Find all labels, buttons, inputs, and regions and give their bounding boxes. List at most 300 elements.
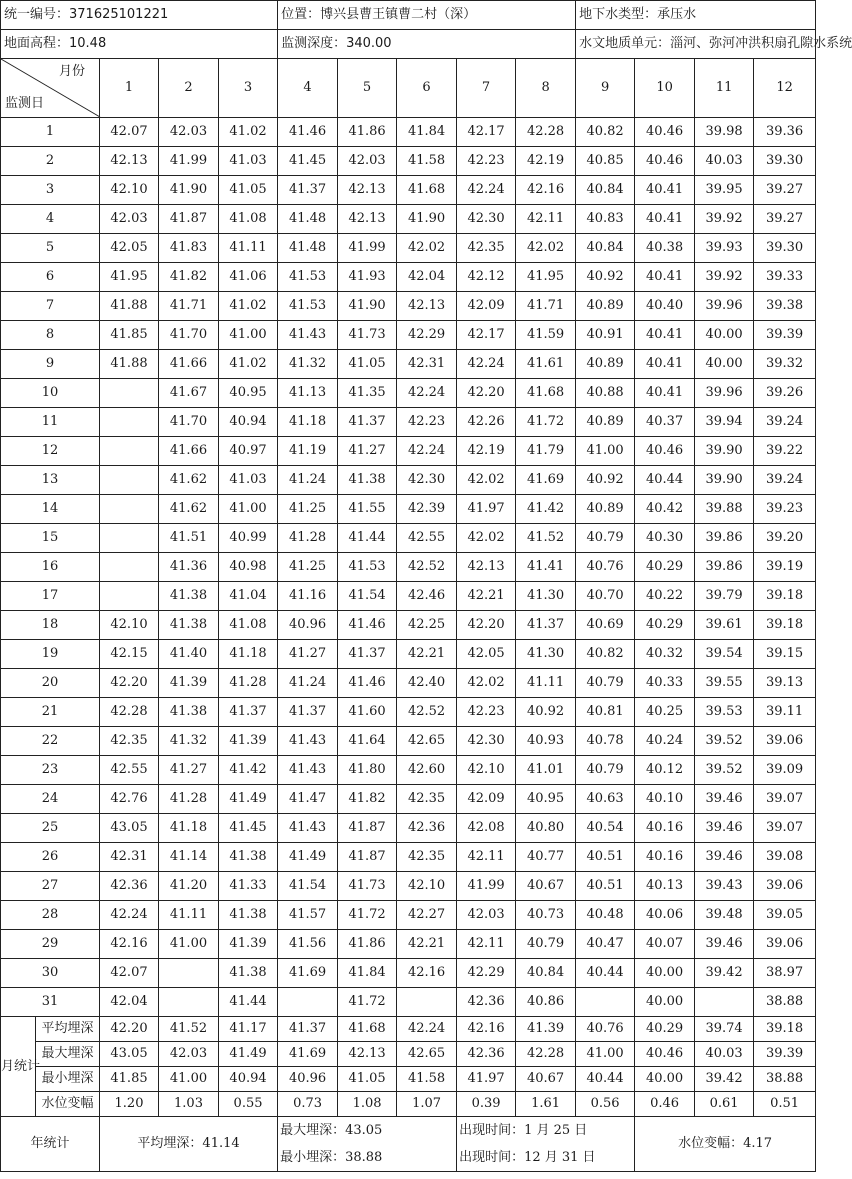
depth-cell: 42.09 — [457, 785, 516, 814]
depth-cell: 41.27 — [159, 756, 219, 785]
depth-cell: 42.35 — [397, 785, 457, 814]
depth-cell: 41.05 — [338, 350, 397, 379]
monthly-stat-cell: 39.42 — [695, 1067, 754, 1092]
depth-cell: 42.36 — [100, 872, 159, 901]
monthly-stat-group-label: 月统计 — [1, 1017, 36, 1117]
depth-cell: 42.21 — [397, 640, 457, 669]
depth-cell: 42.02 — [457, 669, 516, 698]
depth-cell: 39.54 — [695, 640, 754, 669]
depth-cell: 40.70 — [576, 582, 635, 611]
monthly-stat-cell: 41.05 — [338, 1067, 397, 1092]
depth-cell: 42.02 — [397, 234, 457, 263]
depth-cell: 41.28 — [159, 785, 219, 814]
depth-cell: 39.90 — [695, 437, 754, 466]
depth-cell: 40.79 — [576, 669, 635, 698]
depth-cell: 39.30 — [754, 234, 816, 263]
monthly-stat-row — [1, 1092, 816, 1117]
depth-cell: 41.18 — [219, 640, 278, 669]
depth-cell: 40.88 — [576, 379, 635, 408]
monthly-stat-cell: 41.68 — [338, 1017, 397, 1042]
depth-cell: 41.38 — [219, 901, 278, 930]
yearly-range: 水位变幅：4.17 — [635, 1117, 816, 1172]
depth-cell: 39.09 — [754, 756, 816, 785]
depth-cell: 41.40 — [159, 640, 219, 669]
depth-cell: 41.14 — [159, 843, 219, 872]
month-header-11: 11 — [695, 59, 754, 118]
depth-cell: 41.46 — [338, 611, 397, 640]
depth-cell: 42.25 — [397, 611, 457, 640]
depth-cell: 41.48 — [278, 205, 338, 234]
depth-cell: 42.31 — [100, 843, 159, 872]
depth-cell: 39.06 — [754, 930, 816, 959]
depth-cell — [100, 379, 159, 408]
depth-cell: 41.19 — [278, 437, 338, 466]
depth-cell: 42.04 — [100, 988, 159, 1017]
depth-cell: 41.88 — [100, 292, 159, 321]
depth-cell: 39.46 — [695, 930, 754, 959]
depth-cell: 40.41 — [635, 263, 695, 292]
month-header-8: 8 — [516, 59, 576, 118]
depth-cell: 42.55 — [397, 524, 457, 553]
depth-cell: 42.26 — [457, 408, 516, 437]
depth-cell: 42.13 — [457, 553, 516, 582]
depth-cell: 40.42 — [635, 495, 695, 524]
depth-cell: 41.54 — [338, 582, 397, 611]
depth-cell: 40.54 — [576, 814, 635, 843]
depth-cell: 41.02 — [219, 292, 278, 321]
depth-cell: 41.13 — [278, 379, 338, 408]
monthly-stat-cell: 0.51 — [754, 1092, 816, 1117]
depth-cell: 40.84 — [576, 176, 635, 205]
monthly-stat-cell: 43.05 — [100, 1042, 159, 1067]
depth-cell: 40.24 — [635, 727, 695, 756]
day-label: 11 — [1, 408, 100, 437]
depth-cell: 40.47 — [576, 930, 635, 959]
depth-cell: 41.95 — [100, 263, 159, 292]
monthly-stat-cell: 42.16 — [457, 1017, 516, 1042]
depth-cell: 41.66 — [159, 437, 219, 466]
depth-cell: 41.90 — [159, 176, 219, 205]
depth-cell: 41.00 — [576, 437, 635, 466]
depth-cell — [695, 988, 754, 1017]
month-header-2: 2 — [159, 59, 219, 118]
depth-cell: 40.16 — [635, 843, 695, 872]
day-row — [1, 350, 816, 379]
depth-cell: 41.62 — [159, 495, 219, 524]
depth-cell: 41.87 — [338, 843, 397, 872]
monthly-stat-cell: 40.46 — [635, 1042, 695, 1067]
depth-cell: 40.44 — [576, 959, 635, 988]
depth-cell: 41.55 — [338, 495, 397, 524]
depth-cell: 40.98 — [219, 553, 278, 582]
depth-cell: 41.71 — [516, 292, 576, 321]
depth-cell: 41.72 — [516, 408, 576, 437]
month-header-9: 9 — [576, 59, 635, 118]
depth-cell: 39.39 — [754, 321, 816, 350]
depth-cell: 41.37 — [516, 611, 576, 640]
depth-cell: 40.00 — [695, 321, 754, 350]
depth-cell: 40.29 — [635, 553, 695, 582]
day-label: 19 — [1, 640, 100, 669]
depth-cell: 39.95 — [695, 176, 754, 205]
depth-cell: 41.73 — [338, 872, 397, 901]
depth-cell: 39.98 — [695, 118, 754, 147]
depth-cell: 41.28 — [219, 669, 278, 698]
depth-cell: 43.05 — [100, 814, 159, 843]
corner-header — [1, 59, 100, 118]
depth-cell: 41.00 — [219, 495, 278, 524]
depth-cell: 41.38 — [219, 843, 278, 872]
depth-cell: 39.22 — [754, 437, 816, 466]
depth-cell: 41.62 — [159, 466, 219, 495]
depth-cell: 41.25 — [278, 553, 338, 582]
depth-cell: 41.25 — [278, 495, 338, 524]
day-row — [1, 959, 816, 988]
depth-cell: 41.46 — [338, 669, 397, 698]
depth-cell: 39.32 — [754, 350, 816, 379]
depth-cell: 42.10 — [100, 611, 159, 640]
day-label: 31 — [1, 988, 100, 1017]
day-label: 5 — [1, 234, 100, 263]
depth-cell: 40.32 — [635, 640, 695, 669]
depth-cell: 39.46 — [695, 785, 754, 814]
day-row — [1, 495, 816, 524]
depth-cell: 41.43 — [278, 727, 338, 756]
depth-cell: 39.13 — [754, 669, 816, 698]
monthly-stat-cell: 39.18 — [754, 1017, 816, 1042]
monthly-stat-label: 平均埋深 — [36, 1017, 100, 1042]
depth-cell: 40.51 — [576, 843, 635, 872]
monthly-stat-cell: 42.24 — [397, 1017, 457, 1042]
depth-cell: 39.43 — [695, 872, 754, 901]
corner-month-label: 月份 — [58, 64, 85, 79]
monthly-stat-cell: 41.17 — [219, 1017, 278, 1042]
day-label: 4 — [1, 205, 100, 234]
depth-cell: 40.46 — [635, 147, 695, 176]
depth-cell: 41.99 — [457, 872, 516, 901]
depth-cell: 40.37 — [635, 408, 695, 437]
depth-cell: 42.31 — [397, 350, 457, 379]
depth-cell: 40.89 — [576, 292, 635, 321]
depth-cell: 42.24 — [457, 350, 516, 379]
yearly-max-depth: 最大埋深：43.05 — [280, 1123, 383, 1138]
depth-cell: 39.42 — [695, 959, 754, 988]
day-row — [1, 437, 816, 466]
depth-cell: 42.02 — [516, 234, 576, 263]
depth-cell: 41.37 — [338, 408, 397, 437]
station-location: 位置：博兴县曹王镇曹二村（深） — [278, 1, 576, 30]
depth-cell: 39.15 — [754, 640, 816, 669]
monthly-stat-cell: 39.74 — [695, 1017, 754, 1042]
depth-cell: 41.53 — [278, 292, 338, 321]
depth-cell: 40.16 — [635, 814, 695, 843]
depth-cell: 42.19 — [516, 147, 576, 176]
day-row — [1, 698, 816, 727]
depth-cell: 40.84 — [576, 234, 635, 263]
depth-cell: 41.56 — [278, 930, 338, 959]
depth-cell: 42.76 — [100, 785, 159, 814]
depth-cell — [159, 959, 219, 988]
depth-cell: 42.20 — [100, 669, 159, 698]
depth-cell: 41.49 — [278, 843, 338, 872]
depth-cell: 41.70 — [159, 321, 219, 350]
day-label: 18 — [1, 611, 100, 640]
depth-cell: 39.19 — [754, 553, 816, 582]
day-label: 10 — [1, 379, 100, 408]
day-label: 25 — [1, 814, 100, 843]
day-row — [1, 843, 816, 872]
depth-cell: 41.95 — [516, 263, 576, 292]
depth-cell: 42.13 — [397, 292, 457, 321]
monthly-stat-cell: 38.88 — [754, 1067, 816, 1092]
depth-cell: 41.82 — [159, 263, 219, 292]
station-id: 统一编号：371625101221 — [1, 1, 278, 30]
depth-cell: 42.19 — [457, 437, 516, 466]
depth-cell: 40.48 — [576, 901, 635, 930]
monitoring-depth: 监测深度：340.00 — [278, 30, 576, 59]
depth-cell: 41.52 — [516, 524, 576, 553]
depth-cell: 39.52 — [695, 727, 754, 756]
depth-cell: 42.24 — [397, 437, 457, 466]
depth-cell: 41.39 — [219, 930, 278, 959]
day-label: 16 — [1, 553, 100, 582]
depth-cell: 41.72 — [338, 901, 397, 930]
depth-cell: 40.86 — [516, 988, 576, 1017]
depth-cell: 40.93 — [516, 727, 576, 756]
depth-cell: 42.29 — [457, 959, 516, 988]
depth-cell: 40.95 — [516, 785, 576, 814]
depth-cell: 40.89 — [576, 350, 635, 379]
depth-cell: 40.73 — [516, 901, 576, 930]
depth-cell: 41.93 — [338, 263, 397, 292]
depth-cell: 41.82 — [338, 785, 397, 814]
monthly-stat-cell: 0.46 — [635, 1092, 695, 1117]
depth-cell: 41.27 — [338, 437, 397, 466]
monthly-stat-cell: 42.36 — [457, 1042, 516, 1067]
monthly-stat-cell: 0.61 — [695, 1092, 754, 1117]
depth-cell: 39.27 — [754, 176, 816, 205]
depth-cell: 41.39 — [159, 669, 219, 698]
depth-cell: 42.46 — [397, 582, 457, 611]
depth-cell: 42.07 — [100, 118, 159, 147]
depth-cell: 40.92 — [576, 466, 635, 495]
depth-cell: 40.85 — [576, 147, 635, 176]
monthly-stat-cell: 41.37 — [278, 1017, 338, 1042]
depth-cell: 41.00 — [159, 930, 219, 959]
depth-cell: 39.08 — [754, 843, 816, 872]
depth-cell: 41.70 — [159, 408, 219, 437]
monthly-stat-cell: 41.58 — [397, 1067, 457, 1092]
depth-cell: 42.28 — [516, 118, 576, 147]
depth-cell: 41.39 — [219, 727, 278, 756]
day-label: 26 — [1, 843, 100, 872]
day-label: 29 — [1, 930, 100, 959]
depth-cell: 41.87 — [338, 814, 397, 843]
depth-cell: 42.03 — [338, 147, 397, 176]
depth-cell: 41.28 — [278, 524, 338, 553]
depth-cell: 41.87 — [159, 205, 219, 234]
depth-cell: 41.60 — [338, 698, 397, 727]
depth-cell: 41.90 — [338, 292, 397, 321]
depth-cell: 41.88 — [100, 350, 159, 379]
depth-cell: 39.38 — [754, 292, 816, 321]
depth-cell: 40.41 — [635, 350, 695, 379]
monthly-stat-cell: 42.20 — [100, 1017, 159, 1042]
depth-cell: 41.45 — [278, 147, 338, 176]
day-label: 9 — [1, 350, 100, 379]
depth-cell: 42.36 — [397, 814, 457, 843]
depth-cell: 42.39 — [397, 495, 457, 524]
monthly-stat-cell: 41.49 — [219, 1042, 278, 1067]
depth-cell: 41.38 — [338, 466, 397, 495]
depth-cell: 40.44 — [635, 466, 695, 495]
depth-cell: 41.80 — [338, 756, 397, 785]
day-row — [1, 785, 816, 814]
depth-cell: 41.49 — [219, 785, 278, 814]
depth-cell: 41.06 — [219, 263, 278, 292]
depth-cell: 42.07 — [100, 959, 159, 988]
day-row — [1, 408, 816, 437]
month-header-row — [1, 59, 816, 118]
depth-cell: 39.93 — [695, 234, 754, 263]
day-label: 6 — [1, 263, 100, 292]
yearly-avg-depth: 平均埋深：41.14 — [100, 1117, 278, 1172]
depth-cell: 42.24 — [457, 176, 516, 205]
depth-cell: 39.46 — [695, 814, 754, 843]
depth-cell: 39.18 — [754, 582, 816, 611]
depth-cell: 40.78 — [576, 727, 635, 756]
depth-cell: 40.99 — [219, 524, 278, 553]
depth-cell: 42.35 — [100, 727, 159, 756]
depth-cell: 41.53 — [338, 553, 397, 582]
depth-cell: 42.10 — [457, 756, 516, 785]
depth-cell — [100, 582, 159, 611]
depth-cell: 41.38 — [159, 582, 219, 611]
depth-cell: 42.23 — [457, 147, 516, 176]
day-label: 12 — [1, 437, 100, 466]
monthly-stat-cell: 1.08 — [338, 1092, 397, 1117]
day-row — [1, 553, 816, 582]
depth-cell: 41.79 — [516, 437, 576, 466]
depth-cell: 41.01 — [516, 756, 576, 785]
monthly-stat-cell: 39.39 — [754, 1042, 816, 1067]
groundwater-type: 地下水类型：承压水 — [576, 1, 816, 30]
day-row — [1, 118, 816, 147]
depth-cell: 42.52 — [397, 698, 457, 727]
depth-cell: 42.16 — [100, 930, 159, 959]
month-header-3: 3 — [219, 59, 278, 118]
day-label: 1 — [1, 118, 100, 147]
monthly-stat-label: 最大埋深 — [36, 1042, 100, 1067]
depth-cell: 41.32 — [159, 727, 219, 756]
day-row — [1, 147, 816, 176]
depth-cell: 42.05 — [457, 640, 516, 669]
depth-cell: 41.24 — [278, 669, 338, 698]
day-label: 30 — [1, 959, 100, 988]
yearly-occurrence-times — [457, 1117, 635, 1172]
depth-cell: 41.45 — [219, 814, 278, 843]
day-row — [1, 263, 816, 292]
depth-cell: 40.92 — [576, 263, 635, 292]
depth-cell: 41.37 — [338, 640, 397, 669]
depth-cell: 41.42 — [219, 756, 278, 785]
depth-cell: 41.20 — [159, 872, 219, 901]
depth-cell: 41.68 — [516, 379, 576, 408]
depth-cell: 39.23 — [754, 495, 816, 524]
monthly-stat-cell: 42.65 — [397, 1042, 457, 1067]
depth-cell: 41.84 — [397, 118, 457, 147]
depth-cell: 41.67 — [159, 379, 219, 408]
depth-cell: 42.11 — [457, 843, 516, 872]
depth-cell: 41.24 — [278, 466, 338, 495]
yearly-stat-label: 年统计 — [1, 1117, 100, 1172]
day-row — [1, 292, 816, 321]
depth-cell: 41.03 — [219, 147, 278, 176]
depth-cell: 42.40 — [397, 669, 457, 698]
day-row — [1, 176, 816, 205]
day-label: 20 — [1, 669, 100, 698]
monthly-stat-cell: 40.67 — [516, 1067, 576, 1092]
depth-cell: 42.65 — [397, 727, 457, 756]
day-row — [1, 756, 816, 785]
depth-cell: 40.95 — [219, 379, 278, 408]
depth-cell: 42.55 — [100, 756, 159, 785]
month-header-12: 12 — [754, 59, 816, 118]
depth-cell: 41.30 — [516, 640, 576, 669]
monthly-stat-cell: 0.55 — [219, 1092, 278, 1117]
depth-cell: 42.20 — [457, 379, 516, 408]
depth-cell: 42.24 — [397, 379, 457, 408]
depth-cell: 42.52 — [397, 553, 457, 582]
depth-cell: 41.02 — [219, 118, 278, 147]
yearly-extremes — [278, 1117, 457, 1172]
depth-cell: 40.06 — [635, 901, 695, 930]
depth-cell — [100, 437, 159, 466]
depth-cell: 41.58 — [397, 147, 457, 176]
depth-cell: 40.79 — [576, 756, 635, 785]
depth-cell: 41.51 — [159, 524, 219, 553]
ground-elevation: 地面高程：10.48 — [1, 30, 278, 59]
depth-cell: 42.09 — [457, 292, 516, 321]
depth-cell: 39.96 — [695, 292, 754, 321]
depth-cell: 41.97 — [457, 495, 516, 524]
depth-cell: 39.24 — [754, 408, 816, 437]
month-header-10: 10 — [635, 59, 695, 118]
day-label: 7 — [1, 292, 100, 321]
day-row — [1, 466, 816, 495]
depth-cell: 41.57 — [278, 901, 338, 930]
depth-cell: 42.28 — [100, 698, 159, 727]
depth-cell: 42.30 — [457, 727, 516, 756]
depth-cell: 40.03 — [695, 147, 754, 176]
monthly-stat-cell: 40.96 — [278, 1067, 338, 1092]
depth-cell: 42.21 — [397, 930, 457, 959]
depth-cell: 41.72 — [338, 988, 397, 1017]
day-row — [1, 872, 816, 901]
depth-cell: 42.04 — [397, 263, 457, 292]
depth-cell: 41.71 — [159, 292, 219, 321]
monthly-stat-cell: 42.13 — [338, 1042, 397, 1067]
depth-cell: 41.47 — [278, 785, 338, 814]
monthly-stat-cell: 1.03 — [159, 1092, 219, 1117]
monthly-stat-cell: 0.56 — [576, 1092, 635, 1117]
depth-cell: 41.84 — [338, 959, 397, 988]
depth-cell: 40.81 — [576, 698, 635, 727]
monthly-stat-cell: 0.73 — [278, 1092, 338, 1117]
depth-cell: 41.61 — [516, 350, 576, 379]
depth-cell: 41.68 — [397, 176, 457, 205]
monthly-stat-row — [1, 1017, 816, 1042]
